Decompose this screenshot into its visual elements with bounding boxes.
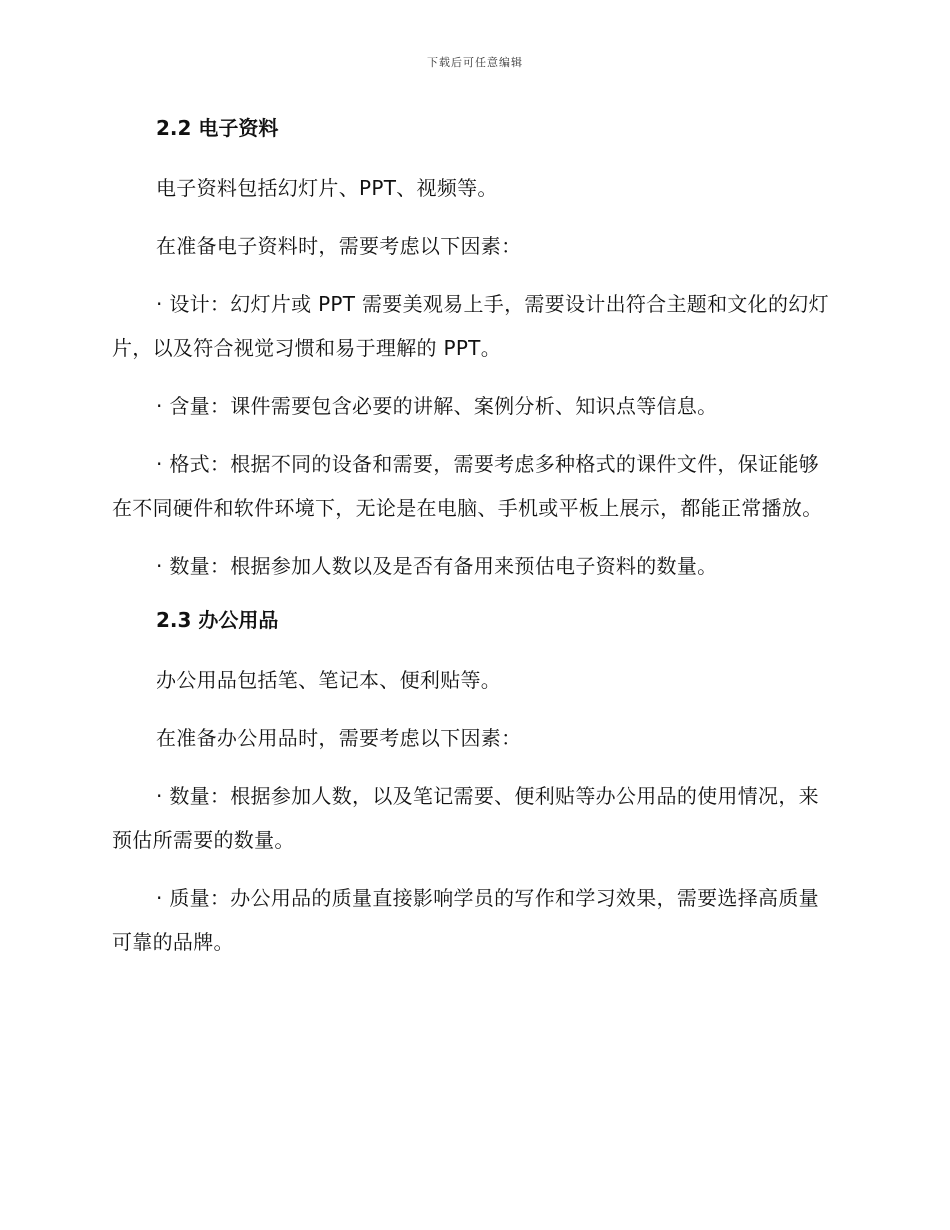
bullet-paragraph: · 格式：根据不同的设备和需要，需要考虑多种格式的课件文件，保证能够在不同硬件和软件环境下，无论是在电脑、手机或平板上展示，都能正常播放。 <box>112 452 823 520</box>
bullet-paragraph: · 数量：根据参加人数，以及笔记需要、便利贴等办公用品的使用情况，来预估所需要的数量。 <box>112 784 819 852</box>
bullet-paragraph: · 含量：课件需要包含必要的讲解、案例分析、知识点等信息。 <box>156 394 718 418</box>
paragraph: 电子资料包括幻灯片、PPT、视频等。 <box>156 176 498 200</box>
paragraph: 在准备办公用品时，需要考虑以下因素： <box>156 726 522 750</box>
page-header: 下载后可任意编辑 <box>427 56 523 69</box>
section-heading: 2.3 办公用品 <box>156 608 279 632</box>
bullet-paragraph: · 质量：办公用品的质量直接影响学员的写作和学习效果，需要选择高质量可靠的品牌。 <box>112 886 819 954</box>
bullet-paragraph: · 设计：幻灯片或 PPT 需要美观易上手，需要设计出符合主题和文化的幻灯片，以及符合视觉习惯和易于理解的 PPT。 <box>112 292 829 360</box>
paragraph: 办公用品包括笔、笔记本、便利贴等。 <box>156 668 502 692</box>
paragraph: 在准备电子资料时，需要考虑以下因素： <box>156 234 522 258</box>
document-body <box>112 110 832 964</box>
bullet-paragraph: · 数量：根据参加人数以及是否有备用来预估电子资料的数量。 <box>156 554 718 578</box>
section-heading: 2.2 电子资料 <box>156 116 279 140</box>
